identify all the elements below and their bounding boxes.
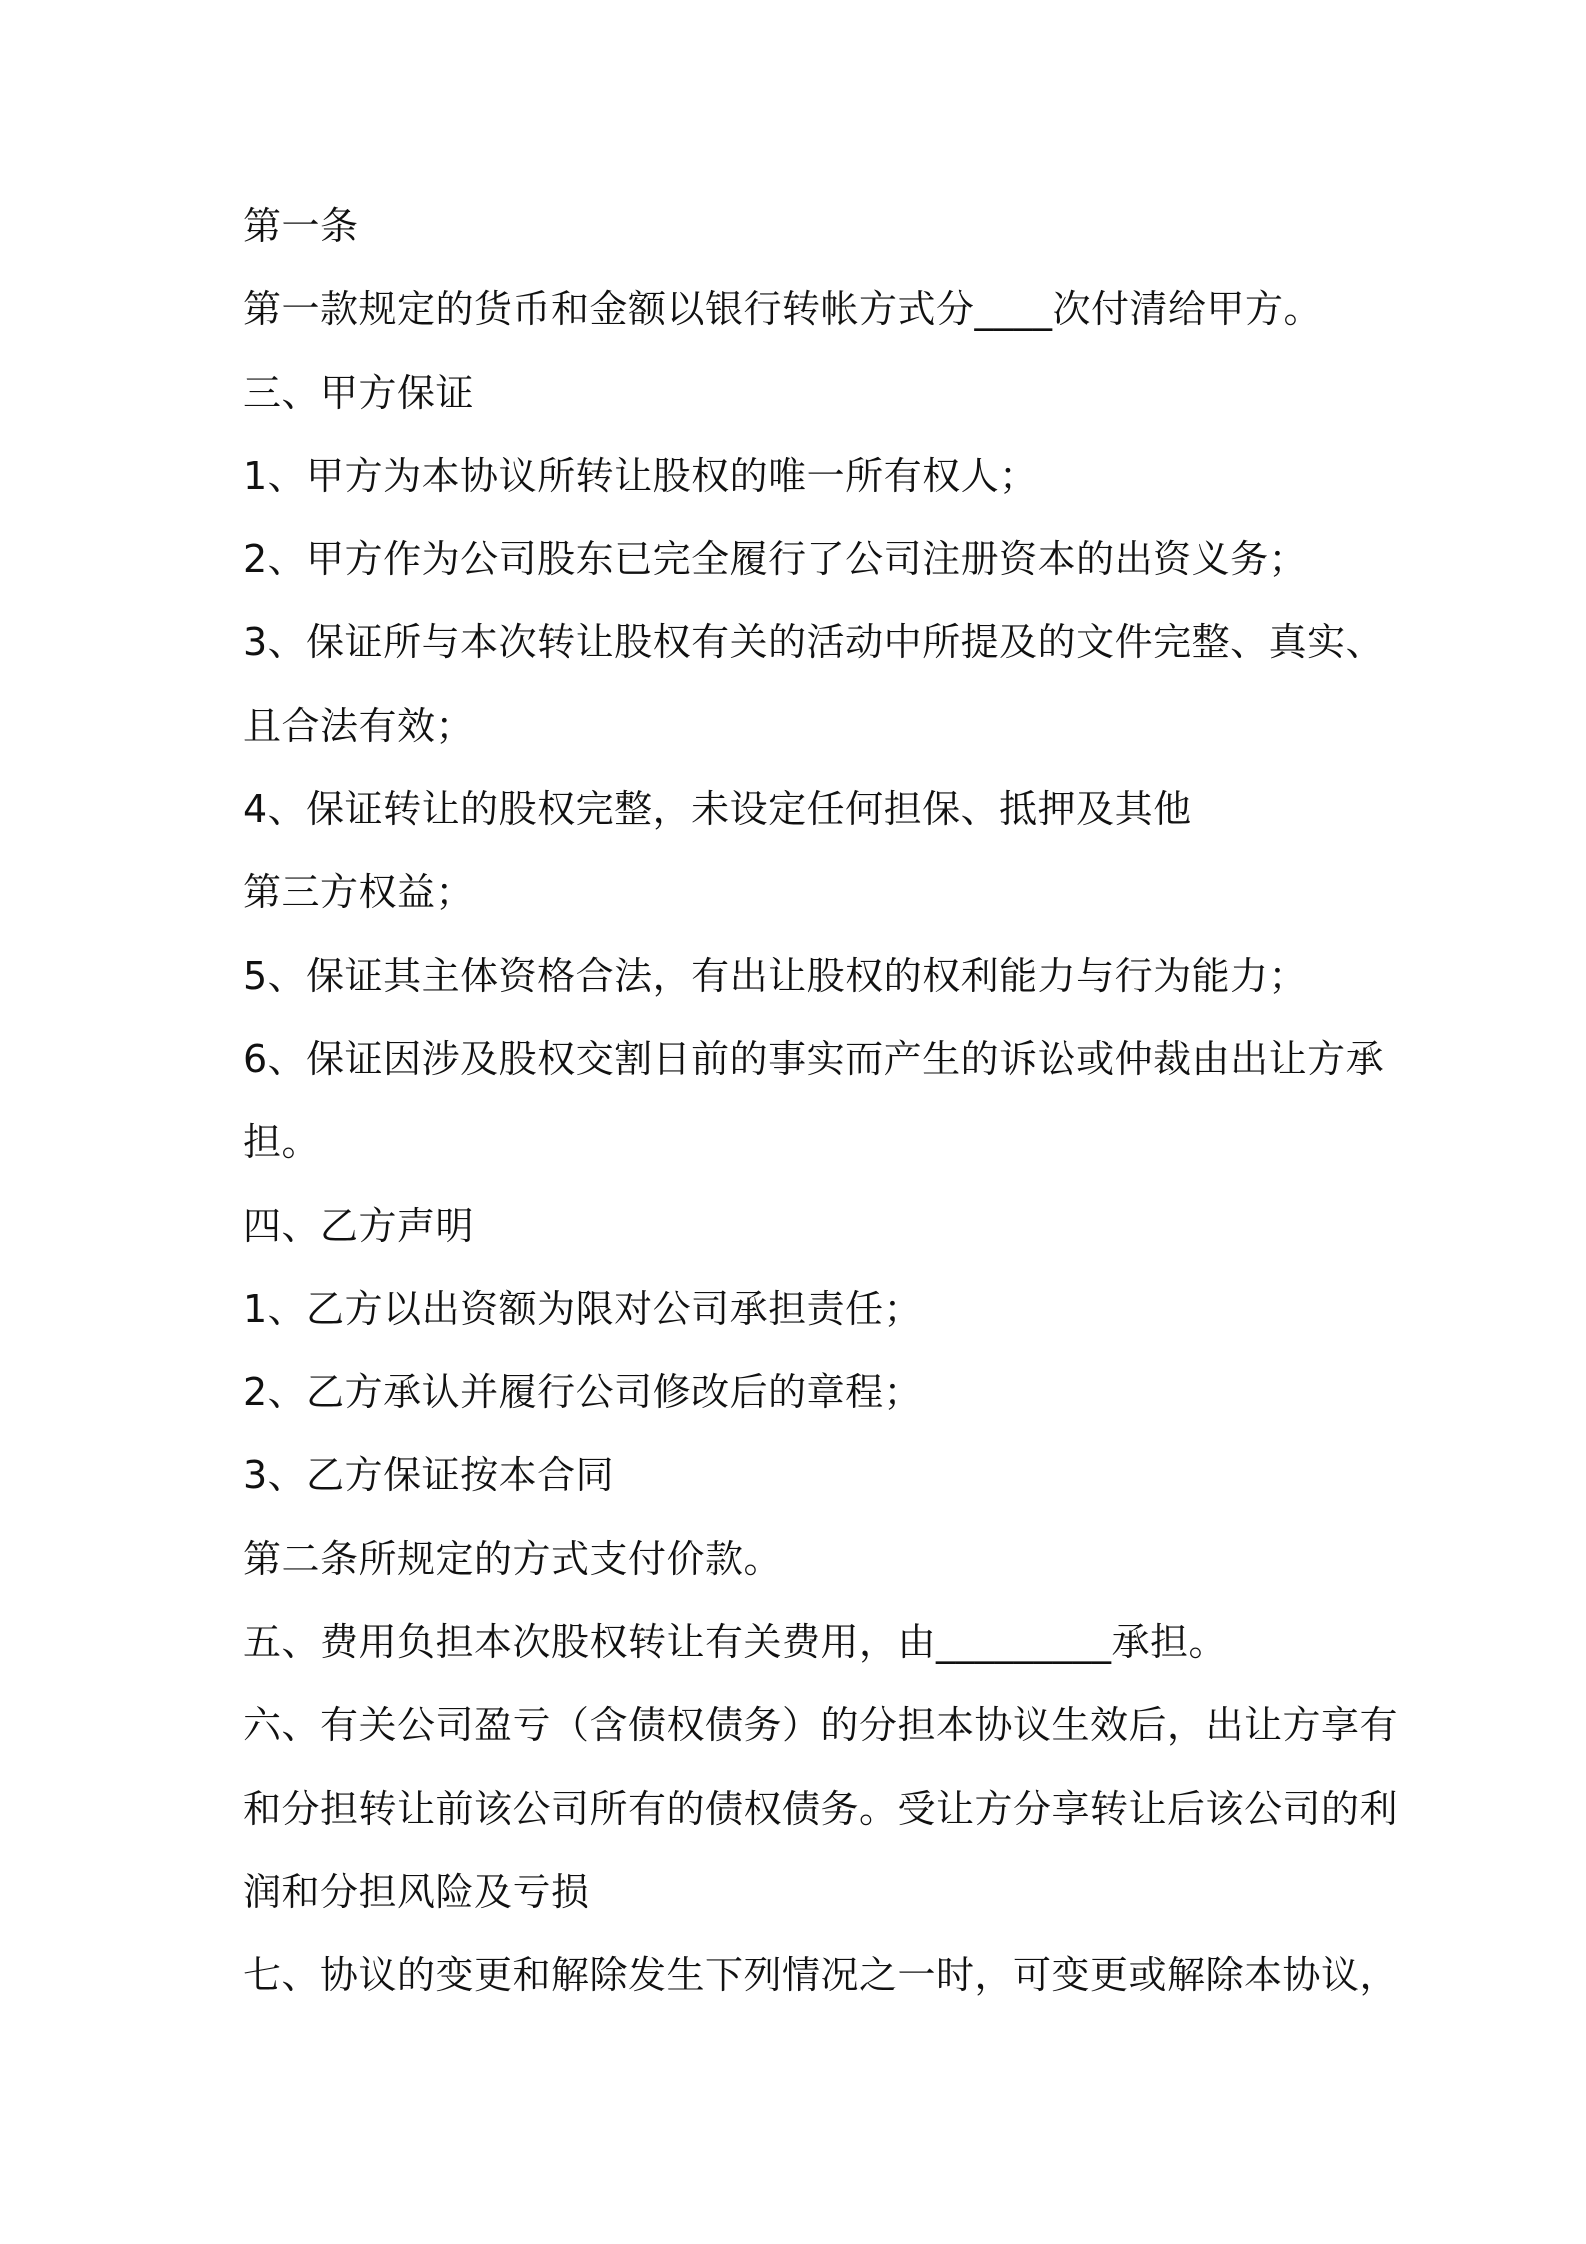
- text-line: 润和分担风险及亏损: [243, 1869, 590, 1914]
- text-line: 第一款规定的货币和金额以银行转帐方式分____次付清给甲方。: [243, 287, 1323, 332]
- section-heading: 五、费用负担本次股权转让有关费用，由_________承担。: [243, 1620, 1228, 1665]
- text-line: 担。: [243, 1120, 321, 1165]
- text-line: 2、甲方作为公司股东已完全履行了公司注册资本的出资义务；: [243, 537, 1308, 582]
- text-line: 且合法有效；: [243, 703, 475, 748]
- section-heading: 三、甲方保证: [243, 370, 475, 415]
- text-line: 4、保证转让的股权完整，未设定任何担保、抵押及其他: [243, 787, 1192, 832]
- text-line: 第三方权益；: [243, 870, 475, 915]
- text-line: 第一条: [243, 204, 359, 248]
- text-line: 6、保证因涉及股权交割日前的事实而产生的诉讼或仲裁由出让方承: [243, 1036, 1385, 1081]
- text-line: 5、保证其主体资格合法，有出让股权的权利能力与行为能力；: [243, 953, 1308, 998]
- text-line: 和分担转让前该公司所有的债权债务。受让方分享转让后该公司的利: [243, 1786, 1399, 1831]
- document-body: [243, 198, 1399, 2031]
- section-heading: 七、协议的变更和解除发生下列情况之一时，可变更或解除本协议，: [243, 1953, 1399, 1998]
- section-heading: 六、有关公司盈亏（含债权债务）的分担本协议生效后，出让方享有: [243, 1703, 1399, 1748]
- text-line: 第二条所规定的方式支付价款。: [243, 1536, 783, 1581]
- section-heading: 四、乙方声明: [243, 1203, 475, 1248]
- text-line: 2、乙方承认并履行公司修改后的章程；: [243, 1370, 923, 1415]
- text-line: 3、保证所与本次转让股权有关的活动中所提及的文件完整、真实、: [243, 620, 1385, 665]
- text-line: 3、乙方保证按本合同: [243, 1453, 615, 1498]
- text-line: 1、乙方以出资额为限对公司承担责任；: [243, 1286, 923, 1331]
- text-line: 1、甲方为本协议所转让股权的唯一所有权人；: [243, 453, 1038, 498]
